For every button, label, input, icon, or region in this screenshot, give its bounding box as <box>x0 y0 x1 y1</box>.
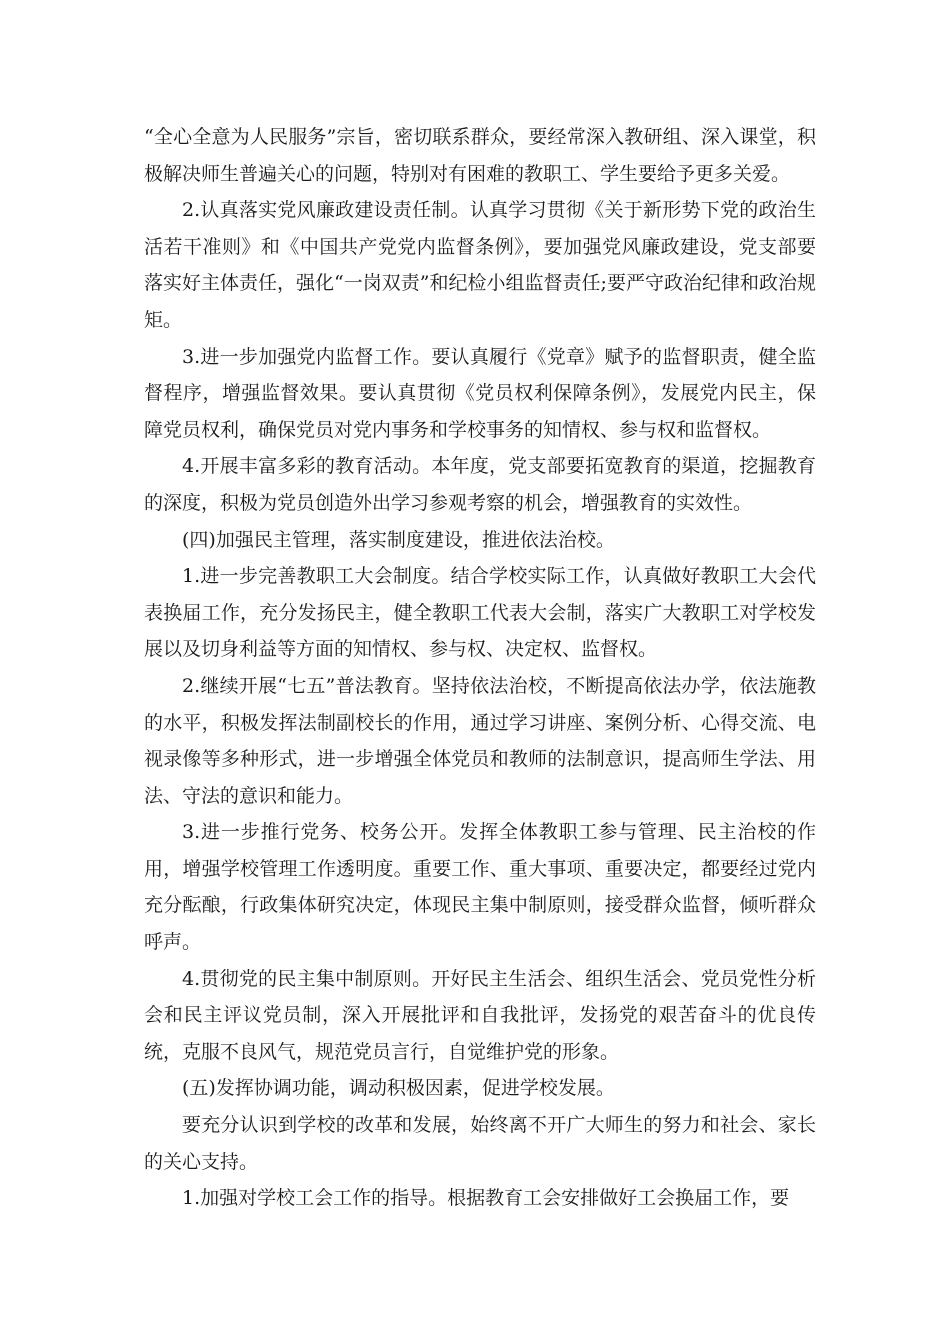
document-page <box>144 119 816 1217</box>
paragraph-3: 3.进一步加强党内监督工作。要认真履行《党章》赋予的监督职责，健全监督程序，增强监督效果。要认真贯彻《党员权利保障条例》，发展党内民主，保障党员权利，确保党员对党内事务和学校事务的知情权、参与权和监督权。 <box>144 345 816 441</box>
paragraph-8: 3.进一步推行党务、校务公开。发挥全体教职工参与管理、民主治校的作用，增强学校管理工作透明度。重要工作、重大事项、重要决定，都要经过党内充分酝酿，行政集体研究决定，体现民主集中制原则，接受群众监督，倾听群众呼声。 <box>144 821 816 954</box>
paragraph-9: 4.贯彻党的民主集中制原则。开好民主生活会、组织生活会、党员党性分析会和民主评议党员制，深入开展批评和自我批评，发扬党的艰苦奋斗的优良传统，克服不良风气，规范党员言行，自觉维护党的形象。 <box>144 967 816 1063</box>
section-heading-4: (四)加强民主管理，落实制度建设，推进依法治校。 <box>182 528 615 551</box>
paragraph-12: 1.加强对学校工会工作的指导。根据教育工会安排做好工会换届工作，要 <box>182 1187 790 1210</box>
paragraph-1: “全心全意为人民服务”宗旨，密切联系群众，要经常深入教研组、深入课堂，积极解决师生普遍关心的问题，特别对有困难的教职工、学生要给予更多关爱。 <box>144 126 816 185</box>
paragraph-6: 1.进一步完善教职工大会制度。结合学校实际工作，认真做好教职工大会代表换届工作，充分发扬民主，健全教职工代表大会制，落实广大教职工对学校发展以及切身利益等方面的知情权、参与权、决定权、监督权。 <box>144 565 816 661</box>
paragraph-2: 2.认真落实党风廉政建设责任制。认真学习贯彻《关于新形势下党的政治生活若干准则》和《中国共产党党内监督条例》，要加强党风廉政建设，党支部要落实好主体责任，强化“一岗双责”和纪检小组监督责任;要严守政治纪律和政治规矩。 <box>144 199 816 331</box>
paragraph-4: 4.开展丰富多彩的教育活动。本年度，党支部要拓宽教育的渠道，挖掘教育的深度，积极为党员创造外出学习参观考察的机会，增强教育的实效性。 <box>144 455 816 514</box>
section-heading-5: (五)发挥协调功能，调动积极因素，促进学校发展。 <box>182 1077 615 1100</box>
paragraph-11: 要充分认识到学校的改革和发展，始终离不开广大师生的努力和社会、家长的关心支持。 <box>144 1114 816 1173</box>
paragraph-7: 2.继续开展“七五”普法教育。坚持依法治校，不断提高依法办学，依法施教的水平，积极发挥法制副校长的作用，通过学习讲座、案例分析、心得交流、电视录像等多种形式，进一步增强全体党员和教师的法制意识，提高师生学法、用法、守法的意识和能力。 <box>144 674 816 807</box>
